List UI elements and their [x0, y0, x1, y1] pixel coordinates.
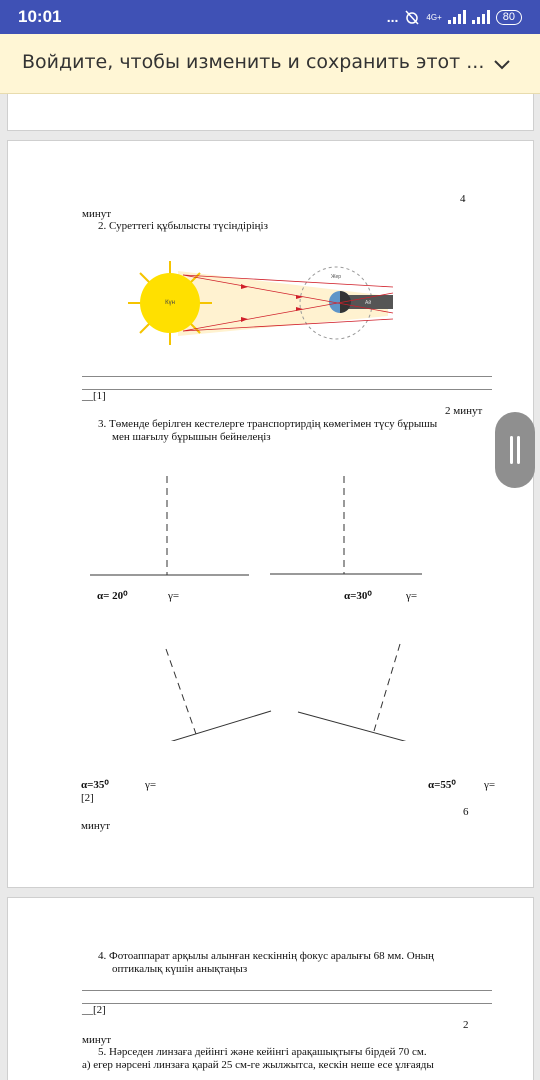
alarm-off-icon [404, 9, 420, 25]
marks-value: 4 [460, 193, 466, 205]
angle-gamma-1: γ= [168, 590, 180, 602]
signal-icon-2 [472, 10, 490, 24]
document-page-next [7, 897, 534, 1080]
minutes-label: 2 минут [445, 405, 483, 417]
sign-in-banner[interactable] [0, 34, 540, 94]
battery-icon: 80 [496, 10, 522, 25]
angle-gamma-2: γ= [406, 590, 418, 602]
signal-icon [448, 10, 466, 24]
question-3-line2: мен шағылу бұрышын бейнелеңіз [112, 431, 271, 443]
angle-alpha-2: α=30⁰ [344, 590, 372, 602]
answer-line [82, 1003, 492, 1004]
document-page [7, 140, 534, 888]
angle-alpha-3: α=35⁰ [81, 779, 109, 791]
mark-label: __[2] [82, 1004, 106, 1016]
question-4-line2: оптикалық күшін анықтаңыз [112, 963, 248, 975]
status-icons [387, 8, 522, 26]
marks-value: 2 [463, 1019, 469, 1031]
angle-alpha-4: α=55⁰ [428, 779, 456, 791]
more-dots-icon: ... [386, 9, 399, 25]
sun-label: Күн [165, 300, 175, 306]
minutes-label: минут [82, 1034, 112, 1046]
minutes-label: минут [82, 208, 112, 220]
angle-gamma-3: γ= [145, 779, 157, 791]
question-2: 2. Суреттегі құбылысты түсіндіріңіз [98, 220, 268, 232]
chevron-down-icon[interactable] [492, 54, 512, 74]
network-type-label: 4G+ [426, 12, 442, 22]
document-page-previous [7, 94, 534, 131]
question-5-line1: 5. Нәрседен линзаға дейінгі және кейінгі арақашықтығы бірдей 70 см. [98, 1046, 427, 1058]
answer-line [82, 389, 492, 390]
earth-label: Жер [330, 274, 342, 280]
banner-text: Войдите, чтобы изменить и сохранить этот ... [22, 51, 485, 73]
mark-label: [2] [81, 792, 94, 804]
fast-scroll-handle[interactable] [495, 412, 535, 488]
angle-alpha-1: α= 20⁰ [97, 590, 128, 602]
status-time: 10:01 [18, 7, 62, 26]
status-bar [0, 0, 540, 34]
minutes-label: минут [81, 820, 111, 832]
moon-label: Ай [365, 300, 372, 306]
question-3-line1: 3. Төменде берілген кестелерге транспортирдің көмегімен түсу бұрышы [98, 418, 438, 430]
eclipse-diagram [128, 261, 398, 346]
answer-line [82, 990, 492, 991]
answer-line [82, 376, 492, 377]
question-4-line1: 4. Фотоаппарат арқылы алынған кескіннің фокус аралығы 68 мм. Оның [98, 950, 434, 962]
marks-value: 6 [463, 806, 469, 818]
mark-label: __[1] [82, 390, 106, 402]
angle-gamma-4: γ= [484, 779, 496, 791]
angle-drawings [8, 471, 535, 741]
question-5-line2: а) егер нәрсені линзаға қарай 25 см-ге жылжытса, кескін неше есе ұлғаяды [82, 1059, 434, 1071]
